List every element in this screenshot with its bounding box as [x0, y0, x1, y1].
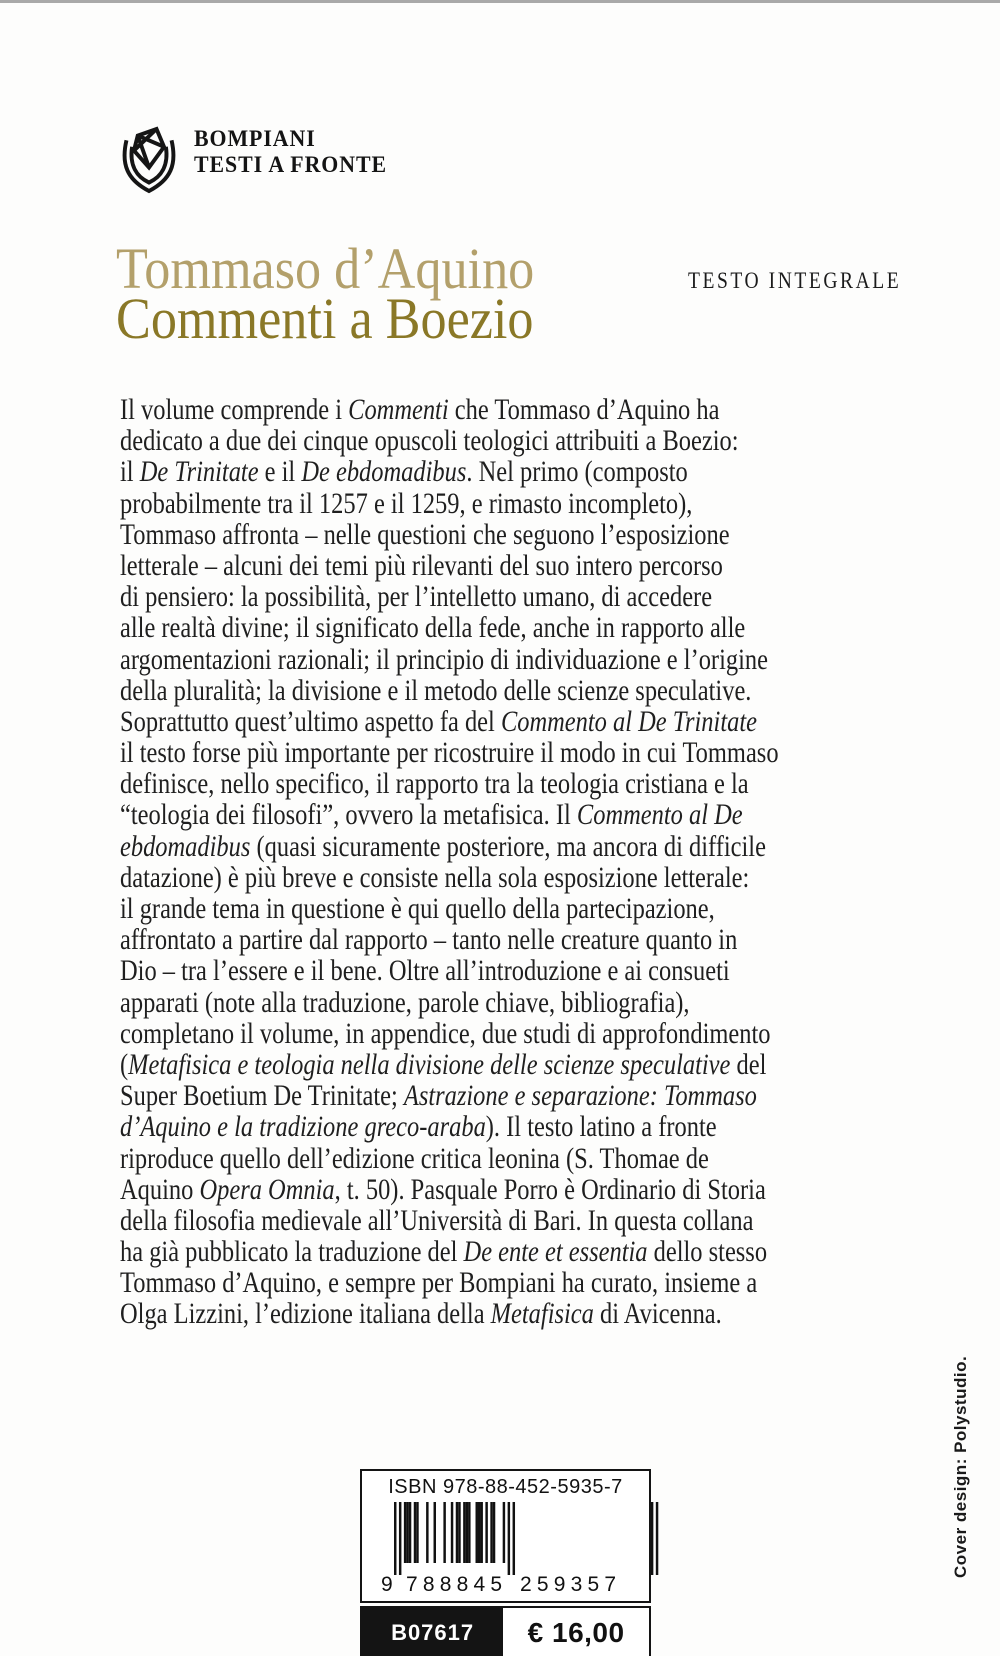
body-line: apparati (note alla traduzione, parole chiave, bibliografia),	[120, 985, 690, 1019]
back-cover-blurb	[120, 394, 902, 1330]
body-line: Tommaso d’Aquino, e sempre per Bompiani ha curato, insieme a	[120, 1266, 758, 1300]
body-line: letterale – alcuni dei temi più rilevanti del suo intero percorso	[120, 548, 723, 582]
body-line: Super Boetium De Trinitate; Astrazione e separazione: Tommaso	[120, 1079, 757, 1113]
body-line: definisce, nello specifico, il rapporto tra la teologia cristiana e la	[120, 767, 749, 801]
publisher-wordmark	[194, 126, 387, 178]
ean13-barcode	[380, 1502, 631, 1594]
author-name: Tommaso d’Aquino	[116, 236, 535, 301]
body-line: Il volume comprende i Commenti che Tommaso d’Aquino ha	[120, 393, 720, 426]
body-line: argomentazioni razionali; il principio di individuazione e l’origine	[120, 642, 768, 676]
body-line: della filosofia medievale all’Università di Bari. In questa collana	[120, 1203, 754, 1237]
body-line: “teologia dei filosofi”, ovvero la metafisica. Il Commento al De	[120, 798, 743, 832]
body-line: il De Trinitate e il De ebdomadibus. Nel primo (composto	[120, 455, 688, 489]
svg-text:788845: 788845	[406, 1573, 502, 1596]
body-line: dedicato a due dei cinque opuscoli teologici attribuiti a Boezio:	[120, 424, 739, 458]
body-line: completano il volume, in appendice, due studi di approfondimento	[120, 1016, 771, 1050]
body-line: Olga Lizzini, l’edizione italiana della Metafisica di Avicenna.	[120, 1297, 722, 1331]
publisher-name: BOMPIANI	[194, 126, 316, 151]
book-code-badge: B07617	[362, 1608, 503, 1656]
publisher-logo	[118, 124, 397, 196]
body-line: il grande tema in questione è qui quello della partecipazione,	[120, 892, 715, 925]
cover-design-credit: Cover design: Polystudio.	[951, 1355, 970, 1578]
body-line: il testo forse più importante per ricostruire il modo in cui Tommaso	[120, 736, 779, 770]
book-title: Commenti a Boezio	[116, 286, 534, 351]
body-line: Dio – tra l’essere e il bene. Oltre all’introduzione e ai consueti	[120, 954, 730, 988]
isbn-barcode-box	[360, 1469, 651, 1603]
publisher-series: TESTI A FRONTE	[194, 152, 388, 177]
scan-edge-artifact	[0, 0, 1000, 3]
edition-badge: TESTO INTEGRALE	[688, 268, 902, 293]
body-line: Tommaso affronta – nelle questioni che seguono l’esposizione	[120, 517, 730, 551]
body-line: alle realtà divine; il significato della fede, anche in rapporto alle	[120, 611, 746, 645]
body-line: Soprattutto quest’ultimo aspetto fa del Commento al De Trinitate	[120, 704, 757, 738]
body-line: probabilmente tra il 1257 e il 1259, e rimasto incompleto),	[120, 486, 693, 520]
price-label: € 16,00	[527, 1617, 625, 1648]
body-line: Aquino Opera Omnia, t. 50). Pasquale Porro è Ordinario di Storia	[120, 1172, 766, 1206]
body-line: d’Aquino e la tradizione greco-araba). Il testo latino a fronte	[120, 1110, 717, 1144]
body-line: della pluralità; la divisione e il metodo delle scienze speculative.	[120, 673, 752, 707]
title-block	[116, 236, 535, 351]
svg-text:259357: 259357	[520, 1573, 616, 1596]
isbn-label: ISBN 978-88-452-5935-7	[388, 1476, 623, 1498]
body-line: (Metafisica e teologia nella divisione delle scienze speculative del	[120, 1047, 767, 1081]
svg-text:9: 9	[381, 1573, 393, 1596]
body-line: ha già pubblicato la traduzione del De ente et essentia dello stesso	[120, 1235, 768, 1269]
bompiani-rose-icon	[118, 124, 180, 196]
body-line: datazione) è più breve e consiste nella sola esposizione letterale:	[120, 860, 750, 894]
code-price-row	[360, 1606, 651, 1656]
body-line: di pensiero: la possibilità, per l’intelletto umano, di accedere	[120, 580, 713, 614]
body-line: riproduce quello dell’edizione critica leonina (S. Thomae de	[120, 1141, 709, 1175]
body-line: ebdomadibus (quasi sicuramente posteriore, ma ancora di difficile	[120, 829, 766, 863]
body-line: affrontato a partire dal rapporto – tanto nelle creature quanto in	[120, 923, 738, 957]
